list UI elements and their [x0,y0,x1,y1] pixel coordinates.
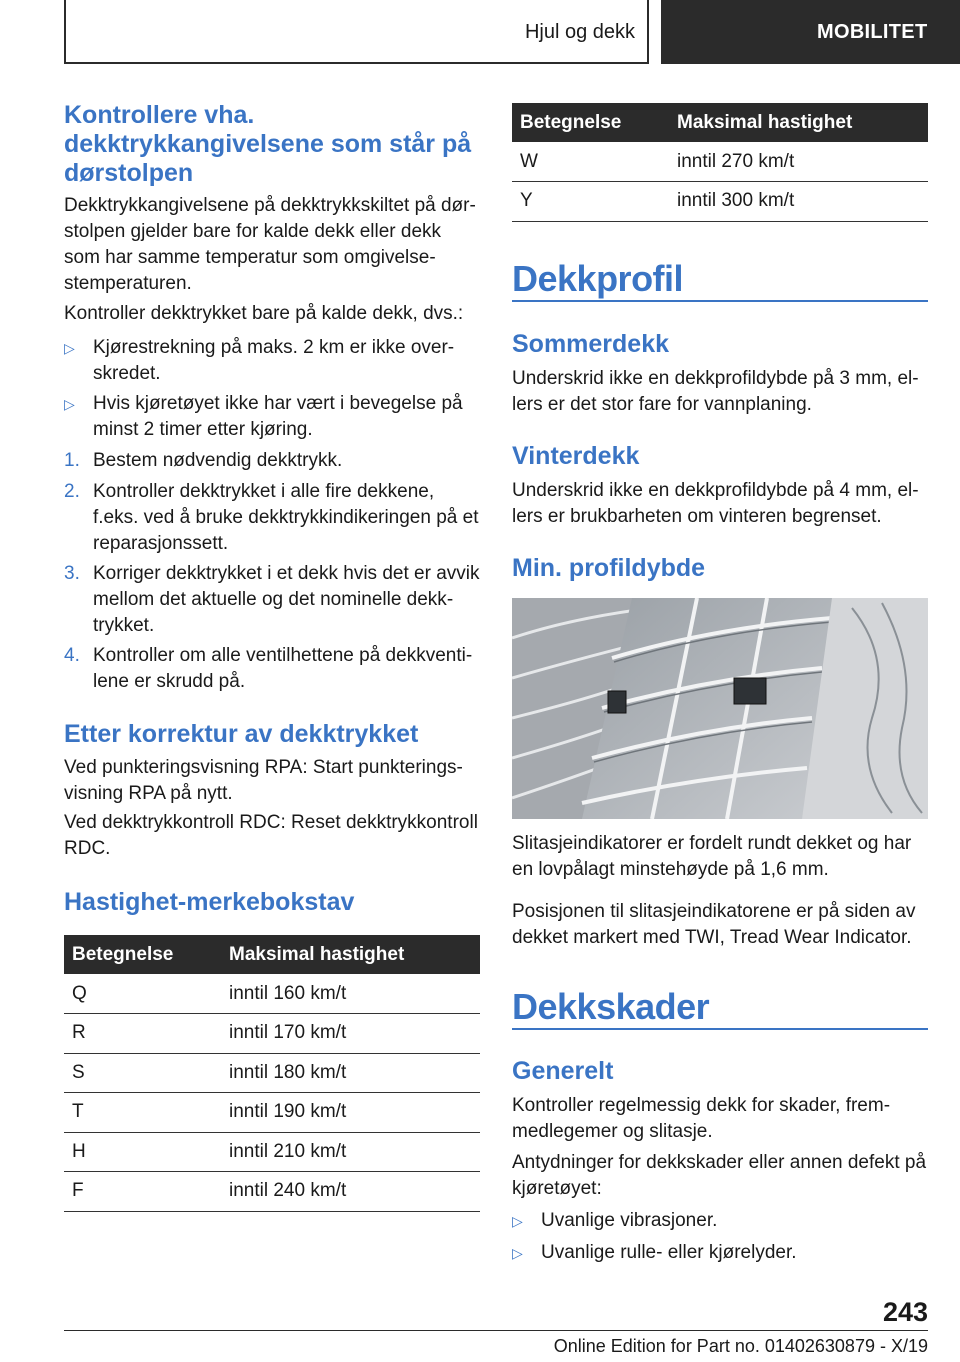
heading-tire-damage: Dekkskader [512,986,710,1027]
paragraph-cold-tires: Kontroller dekktrykket bare på kalde dekk, dvs.: [64,303,464,324]
page-number: 243 [882,1297,928,1327]
step-item: 4. Kontroller om alle ventilhettene på dekkventilene er skrudd på. [64,645,473,692]
step-item: 2. Kontroller dekktrykket i alle fire dekkene, f.eks. ved å bruke dekktrykkindikeringen på et reparasjonssett. [64,481,479,554]
column-header: Betegnelse [512,103,669,142]
table-row: R inntil 170 km/t [64,1014,480,1054]
step-item: 3. Korriger dekktrykket i et dekk hvis det er avvik mellom det aktuelle og det nominelle dekktrykket. [64,563,480,636]
table-row: F inntil 240 km/t [64,1172,480,1212]
section-divider [512,1028,928,1030]
paragraph-rdc: Ved dekktrykkontroll RDC: Reset dekktrykkontroll RDC. [64,812,478,859]
table-row: H inntil 210 km/t [64,1132,480,1172]
column-header: Betegnelse [64,935,221,974]
triangle-bullet-icon: ▷ [64,396,75,412]
list-item: ▷ Uvanlige rulle- eller kjørelyder. [512,1240,928,1266]
heading-summer-tires: Sommerdekk [512,330,670,358]
heading-general: Generelt [512,1057,614,1085]
table-row: Y inntil 300 km/t [512,182,928,222]
table-header-row [64,935,480,974]
paragraph-winter: Underskrid ikke en dekkprofildybde på 4 mm, ellers er brukbarheten om vinteren begrenset. [512,480,919,527]
speed-rating-table [64,935,480,1212]
triangle-bullet-icon: ▷ [64,340,75,356]
paragraph-door-pillar: Dekktrykkangivelsene på dekktrykkskiltet på dørstolpen gjelder bare for kalde dekk eller dekk som har samme temperatur som omgivelsestemperaturen. [64,195,476,294]
heading-tread-profile: Dekkprofil [512,258,684,299]
paragraph-twi-position: Posisjonen til slitasjeindikatorene er på siden av dekket markert med TWI, Tread Wear Indicator. [512,901,916,948]
triangle-bullet-icon: ▷ [512,1245,523,1261]
paragraph-summer: Underskrid ikke en dekkprofildybde på 3 mm, ellers er det stor fare for vannplaning. [512,368,919,415]
heading-door-pillar: Kontrollere vha. dekktrykkangivelsene som står på dørstolpen [64,101,472,187]
footer-divider [64,1330,928,1331]
header-section-title: Hjul og dekk [524,20,635,43]
table-row: Q inntil 160 km/t [64,974,480,1014]
section-divider [512,300,928,302]
paragraph-indications: Antydninger for dekkskader eller annen defekt på kjøretøyet: [512,1152,927,1199]
paragraph-twi-height: Slitasjeindikatorer er fordelt rundt dekket og har en lovpålagt minstehøyde på 1,6 mm. [512,833,912,880]
table-row: W inntil 270 km/t [512,142,928,182]
triangle-bullet-icon: ▷ [512,1213,523,1229]
heading-min-tread-depth: Min. profildybde [512,554,706,582]
header-chapter-tab: MOBILITET [661,0,960,64]
table-row: S inntil 180 km/t [64,1053,480,1093]
list-item: ▷ Uvanlige vibrasjoner. [512,1208,928,1234]
table-header-row [512,103,928,142]
paragraph-inspect: Kontroller regelmessig dekk for skader, fremmedlegemer og slitasje. [512,1095,891,1142]
column-header: Maksimal hastighet [669,103,928,142]
heading-winter-tires: Vinterdekk [512,442,640,470]
heading-after-correction: Etter korrektur av dekktrykket [64,720,419,748]
column-header: Maksimal hastighet [221,935,480,974]
tread-wear-indicator-illustration [512,598,928,819]
speed-rating-table-continued [512,103,928,222]
list-item: ▷ Kjørestrekning på maks. 2 km er ikke overskredet. [64,337,455,384]
footer-edition: Online Edition for Part no. 01402630879 - X/19 [553,1336,928,1356]
list-item: ▷ Hvis kjøretøyet ikke har vært i bevegelse på minst 2 timer etter kjøring. [64,393,463,440]
table-row: T inntil 190 km/t [64,1093,480,1133]
heading-speed-rating: Hastighet-merkebokstav [64,888,355,916]
step-item: 1. Bestem nødvendig dekktrykk. [64,450,343,471]
paragraph-rpa: Ved punkteringsvisning RPA: Start punkteringsvisning RPA på nytt. [64,757,463,804]
